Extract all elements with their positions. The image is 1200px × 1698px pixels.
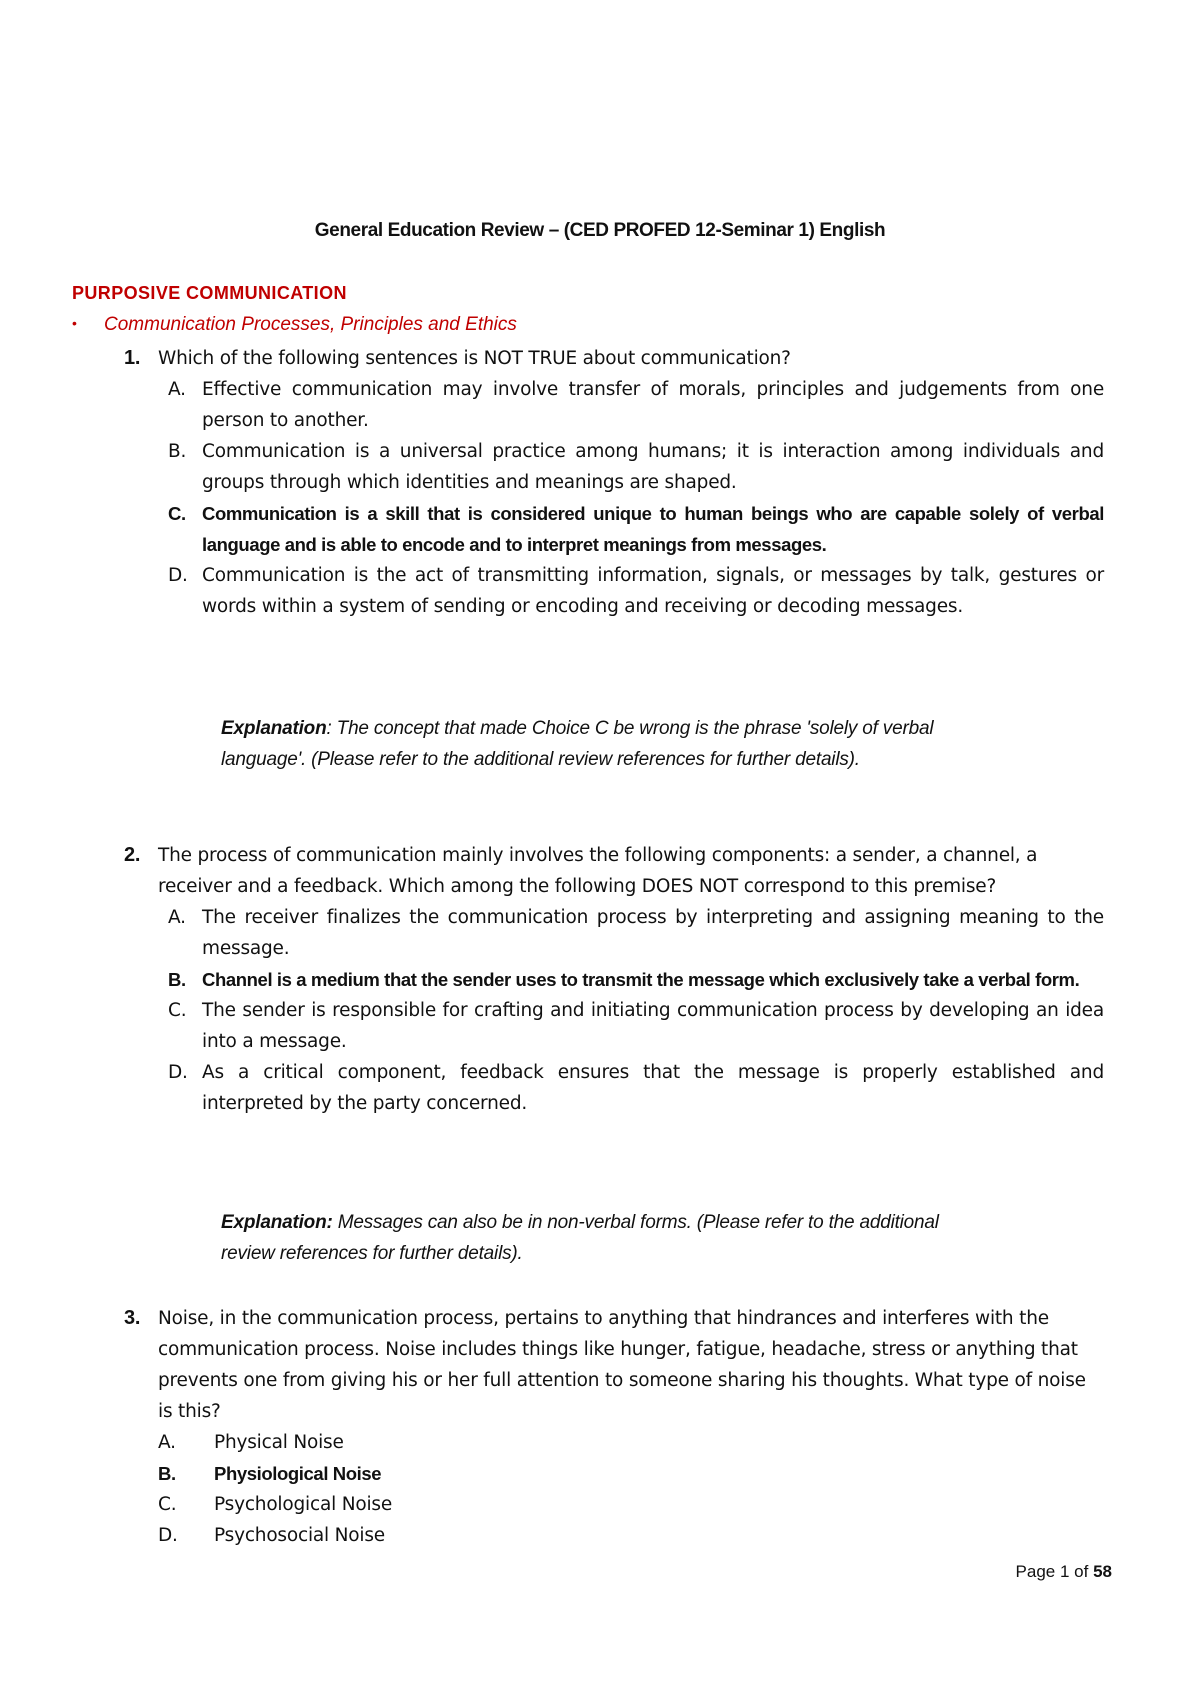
explanation-label: Explanation xyxy=(221,718,327,739)
question-1 xyxy=(124,343,1104,622)
option-d xyxy=(124,560,1104,622)
option-text: Effective communication may involve transfer of morals, principles and judgements from one person to another. xyxy=(202,379,1104,431)
page-total: 58 xyxy=(1093,1562,1112,1581)
explanation-text: The concept that made Choice C be wrong is the phrase 'solely of verbal language'. (Please refer to the additional review references for further details). xyxy=(221,718,934,770)
option-list xyxy=(124,1427,1104,1551)
question-stem xyxy=(124,1303,1104,1427)
option-letter: A. xyxy=(168,379,186,400)
explanation-text: Messages can also be in non-verbal forms. (Please refer to the additional review references for further details). xyxy=(221,1212,939,1264)
option-letter: D. xyxy=(168,565,188,586)
option-a xyxy=(124,374,1104,436)
option-letter: B. xyxy=(168,969,186,990)
option-text: Psychological Noise xyxy=(214,1494,393,1515)
option-letter: D. xyxy=(168,1062,188,1083)
option-a xyxy=(124,902,1104,964)
option-c xyxy=(124,1489,1104,1520)
option-letter: B. xyxy=(168,441,187,462)
document-title: General Education Review – (CED PROFED 12-Seminar 1) English xyxy=(314,220,886,241)
option-c-correct xyxy=(124,498,1104,560)
option-letter: C. xyxy=(168,1000,187,1021)
option-list xyxy=(124,902,1104,1119)
question-3 xyxy=(124,1303,1104,1551)
option-d xyxy=(124,1057,1104,1119)
option-letter: B. xyxy=(158,1463,176,1484)
option-d xyxy=(124,1520,1104,1551)
question-number: 1. xyxy=(124,347,141,369)
option-text: Psychosocial Noise xyxy=(214,1525,385,1546)
option-letter: D. xyxy=(158,1525,178,1546)
page-of: of xyxy=(1069,1562,1094,1581)
bullet-icon: • xyxy=(72,315,77,331)
page-current: 1 xyxy=(1059,1562,1070,1581)
page-prefix: Page xyxy=(1015,1562,1060,1581)
option-letter: C. xyxy=(168,503,186,524)
option-letter: A. xyxy=(168,907,186,928)
option-letter: C. xyxy=(158,1494,177,1515)
option-text: Channel is a medium that the sender uses to transmit the message which exclusively take a verbal form. xyxy=(202,969,1080,990)
option-text: Physiological Noise xyxy=(214,1463,382,1484)
option-text: As a critical component, feedback ensures that the message is properly established and interpreted by the party concerned. xyxy=(202,1062,1104,1114)
explanation-1 xyxy=(124,713,991,775)
question-number: 2. xyxy=(124,844,141,866)
option-text: Physical Noise xyxy=(214,1432,344,1453)
option-text: The receiver finalizes the communication process by interpreting and assigning meaning to the message. xyxy=(202,907,1104,959)
page-number-footer xyxy=(1016,1562,1112,1582)
option-b-correct xyxy=(124,964,1104,995)
subsection-heading xyxy=(72,314,517,336)
option-text: Communication is a universal practice among humans; it is interaction among individuals and groups through which identities and meanings are shaped. xyxy=(202,441,1104,493)
explanation-2 xyxy=(124,1207,991,1269)
explanation-separator: : xyxy=(326,718,332,739)
question-stem xyxy=(124,343,1104,374)
option-a xyxy=(124,1427,1104,1458)
option-letter: A. xyxy=(158,1432,176,1453)
option-text: Communication is a skill that is considered unique to human beings who are capable solely of verbal language and is able to encode and to interpret meanings from messages. xyxy=(202,503,1104,555)
question-stem xyxy=(124,840,1104,902)
option-b-correct xyxy=(124,1458,1104,1489)
explanation-label: Explanation: xyxy=(221,1212,333,1233)
option-c xyxy=(124,995,1104,1057)
option-list xyxy=(124,374,1104,622)
option-text: The sender is responsible for crafting and initiating communication process by developing an idea into a message. xyxy=(202,1000,1104,1052)
option-text: Communication is the act of transmitting information, signals, or messages by talk, gestures or words within a system of sending or encoding and receiving or decoding messages. xyxy=(202,565,1104,617)
question-text: Noise, in the communication process, pertains to anything that hindrances and interferes with the communication process. Noise includes things like hunger, fatigue, headache, stress or anything that prevents one from giving his or her full attention to someone sharing his thoughts. What type of noise is this? xyxy=(158,1308,1086,1422)
question-text: The process of communication mainly involves the following components: a sender, a channel, a receiver and a feedback. Which among the following DOES NOT correspond to this premise? xyxy=(158,845,1038,897)
subsection-title: Communication Processes, Principles and Ethics xyxy=(104,314,517,335)
option-b xyxy=(124,436,1104,498)
question-2 xyxy=(124,840,1104,1119)
question-number: 3. xyxy=(124,1307,141,1329)
question-text: Which of the following sentences is NOT TRUE about communication? xyxy=(158,348,791,369)
section-heading: PURPOSIVE COMMUNICATION xyxy=(72,283,347,303)
